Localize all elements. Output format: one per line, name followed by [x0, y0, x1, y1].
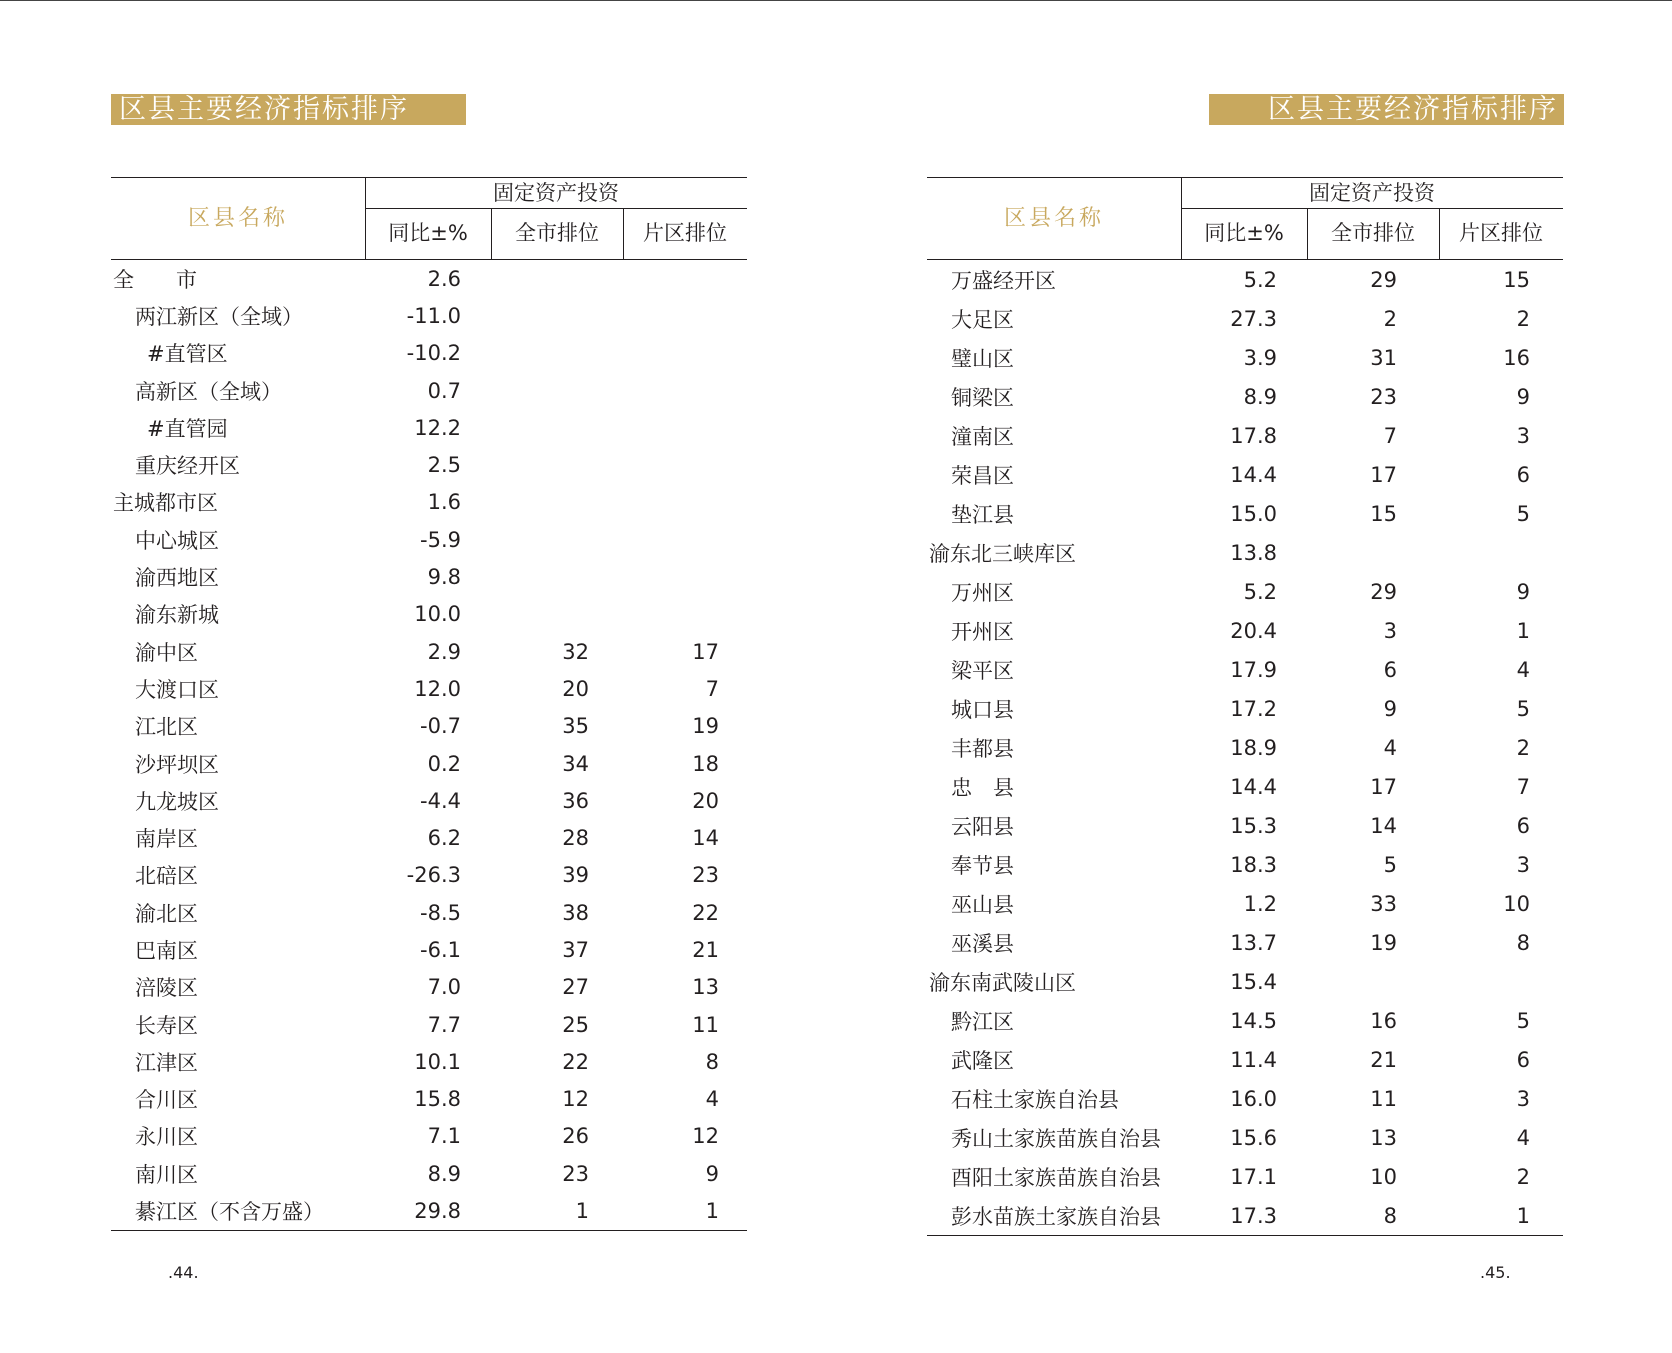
table-row	[111, 633, 747, 670]
table-row	[111, 1006, 747, 1043]
city-rank-cell: 9	[1383, 696, 1397, 721]
district-name-cell: 武隆区	[951, 1048, 1014, 1073]
city-rank-cell: 39	[562, 863, 589, 888]
table-row	[111, 931, 747, 968]
area-rank-cell: 20	[692, 788, 719, 813]
yoy-value-cell: 2.9	[427, 639, 461, 664]
area-rank-cell	[623, 409, 719, 446]
yoy-value-cell: 2.6	[427, 266, 461, 291]
area-rank-cell: 10	[1503, 891, 1530, 916]
yoy-value-cell: 17.8	[1230, 423, 1277, 448]
yoy-value-cell: -8.5	[420, 900, 461, 925]
table-row	[927, 1001, 1563, 1040]
area-rank-cell: 2	[1516, 1164, 1530, 1189]
district-name-cell: 丰都县	[951, 736, 1014, 761]
city-rank-cell	[491, 596, 589, 633]
yoy-value-cell: 7.1	[427, 1124, 461, 1149]
city-rank-cell	[491, 409, 589, 446]
yoy-value-cell: 8.9	[1243, 384, 1277, 409]
yoy-value-cell: 16.0	[1230, 1086, 1277, 1111]
area-rank-cell: 14	[692, 826, 719, 851]
district-name-header: 区县名称	[1003, 206, 1104, 231]
yoy-value-cell: 9.8	[427, 565, 461, 590]
table-row	[111, 558, 747, 595]
yoy-value-cell: 2.5	[427, 453, 461, 478]
left-page-table	[111, 177, 747, 1231]
yoy-value-cell: 17.3	[1230, 1203, 1277, 1228]
area-rank-cell: 3	[1516, 1086, 1530, 1111]
area-rank-cell: 1	[1516, 618, 1530, 643]
yoy-value-cell: 3.9	[1243, 345, 1277, 370]
city-rank-cell: 29	[1370, 579, 1397, 604]
city-rank-cell: 7	[1383, 423, 1397, 448]
district-name-cell: 北碚区	[135, 864, 198, 889]
area-rank-header: 片区排位	[1459, 221, 1543, 245]
yoy-value-cell: 10.0	[414, 602, 461, 627]
table-body	[111, 260, 747, 1231]
yoy-value-cell: 15.0	[1230, 501, 1277, 526]
yoy-value-cell: -11.0	[406, 303, 461, 328]
district-name-cell: 全 市	[113, 267, 197, 292]
area-rank-cell: 3	[1516, 852, 1530, 877]
city-rank-cell: 16	[1370, 1008, 1397, 1033]
district-name-cell: 中心城区	[135, 528, 219, 553]
yoy-value-cell: 27.3	[1230, 306, 1277, 331]
yoy-value-cell: -0.7	[420, 714, 461, 739]
area-rank-cell: 16	[1503, 345, 1530, 370]
area-rank-header: 片区排位	[643, 221, 727, 245]
district-name-cell: 九龙坡区	[135, 789, 219, 814]
city-rank-cell: 20	[562, 676, 589, 701]
area-rank-cell: 11	[692, 1012, 719, 1037]
table-row	[927, 1079, 1563, 1118]
district-name-cell: 万州区	[951, 580, 1014, 605]
district-name-cell: 璧山区	[951, 346, 1014, 371]
area-rank-cell: 4	[705, 1087, 719, 1112]
district-name-cell: 巫溪县	[951, 931, 1014, 956]
right-page-table	[927, 177, 1563, 1236]
district-name-cell: 涪陵区	[135, 976, 198, 1001]
area-rank-cell	[623, 372, 719, 409]
table-row	[927, 650, 1563, 689]
area-rank-cell: 4	[1516, 1125, 1530, 1150]
area-rank-cell: 9	[1516, 384, 1530, 409]
area-rank-cell	[623, 297, 719, 334]
city-rank-cell	[1307, 533, 1397, 572]
table-row	[927, 611, 1563, 650]
area-rank-cell: 2	[1516, 306, 1530, 331]
area-rank-cell: 9	[1516, 579, 1530, 604]
table-row	[111, 335, 747, 372]
yoy-value-cell: 20.4	[1230, 618, 1277, 643]
area-rank-cell	[1439, 533, 1530, 572]
table-row	[927, 494, 1563, 533]
city-rank-cell: 37	[562, 937, 589, 962]
table-row	[927, 377, 1563, 416]
area-rank-cell	[623, 484, 719, 521]
district-name-cell: 渝东新城	[135, 603, 219, 628]
city-rank-cell: 15	[1370, 501, 1397, 526]
table-row	[111, 857, 747, 894]
yoy-value-cell: -10.2	[406, 341, 461, 366]
yoy-value-cell: 29.8	[414, 1199, 461, 1224]
yoy-header: 同比±%	[388, 221, 468, 245]
district-name-cell: 酉阳土家族苗族自治县	[951, 1165, 1161, 1190]
table-row	[927, 767, 1563, 806]
district-name-cell: 荣昌区	[951, 463, 1014, 488]
area-rank-cell: 6	[1516, 813, 1530, 838]
district-name-cell: 渝北区	[135, 901, 198, 926]
city-rank-cell: 22	[562, 1049, 589, 1074]
area-rank-cell	[623, 446, 719, 483]
city-rank-cell	[491, 521, 589, 558]
district-name-cell: 合川区	[135, 1088, 198, 1113]
table-row	[111, 409, 747, 446]
city-rank-cell: 21	[1370, 1047, 1397, 1072]
yoy-value-cell: 12.0	[414, 676, 461, 701]
table-row	[927, 338, 1563, 377]
city-rank-cell: 35	[562, 714, 589, 739]
district-name-cell: 城口县	[951, 697, 1014, 722]
city-rank-header: 全市排位	[1331, 221, 1415, 245]
table-row	[111, 1155, 747, 1192]
city-rank-cell	[491, 372, 589, 409]
district-name-cell: 铜梁区	[951, 385, 1014, 410]
city-rank-cell	[491, 297, 589, 334]
district-name-cell: 渝西地区	[135, 566, 219, 591]
city-rank-cell: 23	[1370, 384, 1397, 409]
district-name-cell: 梁平区	[951, 658, 1014, 683]
district-name-cell: 綦江区（不含万盛）	[135, 1200, 324, 1225]
table-body	[927, 260, 1563, 1236]
area-rank-cell: 1	[1516, 1203, 1530, 1228]
district-name-cell: 云阳县	[951, 814, 1014, 839]
city-rank-cell: 25	[562, 1012, 589, 1037]
table-row	[927, 572, 1563, 611]
yoy-value-cell: 1.6	[427, 490, 461, 515]
yoy-value-cell: 15.8	[414, 1087, 461, 1112]
fixed-asset-investment-header: 固定资产投资	[1181, 178, 1563, 209]
area-rank-cell: 23	[692, 863, 719, 888]
district-name-cell: 高新区（全域）	[135, 379, 282, 404]
city-rank-cell	[491, 446, 589, 483]
area-rank-cell: 1	[705, 1199, 719, 1224]
city-rank-cell: 26	[562, 1124, 589, 1149]
city-rank-cell: 28	[562, 826, 589, 851]
table-row	[927, 962, 1563, 1001]
table-row	[111, 484, 747, 521]
district-name-cell: 江津区	[135, 1050, 198, 1075]
table-row	[927, 260, 1563, 299]
table-row	[927, 884, 1563, 923]
table-row	[927, 1196, 1563, 1235]
yoy-value-cell: 7.0	[427, 975, 461, 1000]
yoy-value-cell: 8.9	[427, 1161, 461, 1186]
city-rank-cell: 14	[1370, 813, 1397, 838]
district-name-cell: 渝东北三峡库区	[929, 541, 1076, 566]
yoy-value-cell: 13.8	[1230, 540, 1277, 565]
yoy-header: 同比±%	[1204, 221, 1284, 245]
table-row	[927, 1157, 1563, 1196]
city-rank-cell: 12	[562, 1087, 589, 1112]
table-row	[111, 819, 747, 856]
city-rank-cell: 10	[1370, 1164, 1397, 1189]
district-name-cell: 奉节县	[951, 853, 1014, 878]
table-row	[927, 689, 1563, 728]
area-rank-cell: 6	[1516, 1047, 1530, 1072]
yoy-value-cell: 17.2	[1230, 696, 1277, 721]
table-row	[927, 728, 1563, 767]
yoy-value-cell: -26.3	[406, 863, 461, 888]
city-rank-cell: 17	[1370, 462, 1397, 487]
city-rank-cell: 27	[562, 975, 589, 1000]
page-number-left: .44.	[168, 1263, 199, 1282]
district-name-cell: 南川区	[135, 1162, 198, 1187]
table-row	[111, 260, 747, 297]
area-rank-cell: 13	[692, 975, 719, 1000]
district-name-cell: 大足区	[951, 307, 1014, 332]
district-name-header: 区县名称	[187, 206, 288, 231]
city-rank-cell: 17	[1370, 774, 1397, 799]
yoy-value-cell: 17.9	[1230, 657, 1277, 682]
city-rank-cell: 5	[1383, 852, 1397, 877]
area-rank-cell	[623, 335, 719, 372]
district-name-cell: 巫山县	[951, 892, 1014, 917]
area-rank-cell: 19	[692, 714, 719, 739]
yoy-value-cell: 10.1	[414, 1049, 461, 1074]
table-row	[111, 596, 747, 633]
section-banner-right: 区县主要经济指标排序	[1209, 94, 1564, 125]
table-row	[111, 1043, 747, 1080]
city-rank-cell	[1307, 962, 1397, 1001]
district-name-cell: 石柱土家族自治县	[951, 1087, 1119, 1112]
district-name-cell: 彭水苗族土家族自治县	[951, 1204, 1161, 1229]
area-rank-cell	[623, 596, 719, 633]
yoy-value-cell: 6.2	[427, 826, 461, 851]
area-rank-cell: 18	[692, 751, 719, 776]
city-rank-cell: 29	[1370, 267, 1397, 292]
area-rank-cell: 7	[1516, 774, 1530, 799]
area-rank-cell: 7	[705, 676, 719, 701]
yoy-value-cell: 15.6	[1230, 1125, 1277, 1150]
area-rank-cell	[623, 558, 719, 595]
table-row	[111, 1081, 747, 1118]
district-name-cell: 开州区	[951, 619, 1014, 644]
area-rank-cell	[1439, 962, 1530, 1001]
yoy-value-cell: 11.4	[1230, 1047, 1277, 1072]
yoy-value-cell: 5.2	[1243, 267, 1277, 292]
yoy-value-cell: 1.2	[1243, 891, 1277, 916]
table-row	[111, 521, 747, 558]
table-row	[927, 533, 1563, 572]
table-row	[111, 782, 747, 819]
city-rank-cell: 8	[1383, 1203, 1397, 1228]
yoy-value-cell: 17.1	[1230, 1164, 1277, 1189]
yoy-value-cell: 18.9	[1230, 735, 1277, 760]
yoy-value-cell: 14.4	[1230, 774, 1277, 799]
table-row	[111, 297, 747, 334]
yoy-value-cell: 12.2	[414, 415, 461, 440]
table-row	[111, 894, 747, 931]
table-row	[927, 455, 1563, 494]
fixed-asset-investment-header: 固定资产投资	[365, 178, 747, 209]
area-rank-cell: 2	[1516, 735, 1530, 760]
area-rank-cell: 17	[692, 639, 719, 664]
city-rank-cell	[491, 558, 589, 595]
city-rank-cell	[491, 260, 589, 297]
city-rank-cell: 19	[1370, 930, 1397, 955]
yoy-value-cell: 14.5	[1230, 1008, 1277, 1033]
area-rank-cell: 15	[1503, 267, 1530, 292]
table-row	[927, 845, 1563, 884]
district-name-cell: 秀山土家族苗族自治县	[951, 1126, 1161, 1151]
table-row	[927, 1118, 1563, 1157]
yoy-value-cell: 15.4	[1230, 969, 1277, 994]
table-header	[111, 177, 747, 260]
district-name-cell: 南岸区	[135, 827, 198, 852]
city-rank-cell: 33	[1370, 891, 1397, 916]
top-rule	[0, 0, 1672, 1]
city-rank-header: 全市排位	[515, 221, 599, 245]
yoy-value-cell: 7.7	[427, 1012, 461, 1037]
district-name-cell: 巴南区	[135, 938, 198, 963]
district-name-cell: #直管园	[147, 416, 228, 441]
area-rank-cell: 4	[1516, 657, 1530, 682]
city-rank-cell: 2	[1383, 306, 1397, 331]
table-row	[111, 969, 747, 1006]
district-name-cell: 潼南区	[951, 424, 1014, 449]
table-row	[111, 745, 747, 782]
area-rank-cell: 6	[1516, 462, 1530, 487]
district-name-cell: #直管区	[147, 342, 228, 367]
page-number-right: .45.	[1480, 1263, 1511, 1282]
area-rank-cell: 3	[1516, 423, 1530, 448]
area-rank-cell: 8	[1516, 930, 1530, 955]
area-rank-cell: 5	[1516, 1008, 1530, 1033]
district-name-cell: 两江新区（全域）	[135, 304, 303, 329]
yoy-value-cell: 18.3	[1230, 852, 1277, 877]
table-row	[927, 1040, 1563, 1079]
yoy-value-cell: -4.4	[420, 788, 461, 813]
table-row	[111, 1118, 747, 1155]
city-rank-cell	[491, 484, 589, 521]
yoy-value-cell: 15.3	[1230, 813, 1277, 838]
table-row	[927, 806, 1563, 845]
table-row	[927, 416, 1563, 455]
table-row	[111, 1192, 747, 1229]
area-rank-cell: 9	[705, 1161, 719, 1186]
yoy-value-cell: -6.1	[420, 937, 461, 962]
district-name-cell: 渝东南武陵山区	[929, 970, 1076, 995]
city-rank-cell: 31	[1370, 345, 1397, 370]
yoy-value-cell: -5.9	[420, 527, 461, 552]
area-rank-cell: 5	[1516, 501, 1530, 526]
area-rank-cell: 8	[705, 1049, 719, 1074]
area-rank-cell	[623, 260, 719, 297]
district-name-cell: 沙坪坝区	[135, 752, 219, 777]
area-rank-cell	[623, 521, 719, 558]
city-rank-cell: 23	[562, 1161, 589, 1186]
yoy-value-cell: 0.2	[427, 751, 461, 776]
yoy-value-cell: 5.2	[1243, 579, 1277, 604]
table-row	[111, 446, 747, 483]
city-rank-cell: 34	[562, 751, 589, 776]
district-name-cell: 万盛经开区	[951, 268, 1056, 293]
district-name-cell: 黔江区	[951, 1009, 1014, 1034]
city-rank-cell: 38	[562, 900, 589, 925]
district-name-cell: 忠 县	[951, 775, 1014, 800]
city-rank-cell: 4	[1383, 735, 1397, 760]
district-name-cell: 永川区	[135, 1125, 198, 1150]
section-banner-left: 区县主要经济指标排序	[111, 94, 466, 125]
city-rank-cell: 3	[1383, 618, 1397, 643]
table-header	[927, 177, 1563, 260]
table-row	[111, 670, 747, 707]
area-rank-cell: 22	[692, 900, 719, 925]
table-row	[927, 923, 1563, 962]
area-rank-cell: 12	[692, 1124, 719, 1149]
city-rank-cell: 11	[1370, 1086, 1397, 1111]
table-row	[111, 372, 747, 409]
city-rank-cell: 36	[562, 788, 589, 813]
yoy-value-cell: 14.4	[1230, 462, 1277, 487]
district-name-cell: 垫江县	[951, 502, 1014, 527]
table-row	[927, 299, 1563, 338]
area-rank-cell: 21	[692, 937, 719, 962]
table-row	[111, 708, 747, 745]
yoy-value-cell: 0.7	[427, 378, 461, 403]
city-rank-cell: 13	[1370, 1125, 1397, 1150]
district-name-cell: 主城都市区	[113, 491, 218, 516]
district-name-cell: 重庆经开区	[135, 454, 240, 479]
city-rank-cell	[491, 335, 589, 372]
yoy-value-cell: 13.7	[1230, 930, 1277, 955]
area-rank-cell: 5	[1516, 696, 1530, 721]
district-name-cell: 渝中区	[135, 640, 198, 665]
city-rank-cell: 1	[575, 1199, 589, 1224]
city-rank-cell: 6	[1383, 657, 1397, 682]
district-name-cell: 长寿区	[135, 1013, 198, 1038]
district-name-cell: 江北区	[135, 715, 198, 740]
city-rank-cell: 32	[562, 639, 589, 664]
district-name-cell: 大渡口区	[135, 677, 219, 702]
